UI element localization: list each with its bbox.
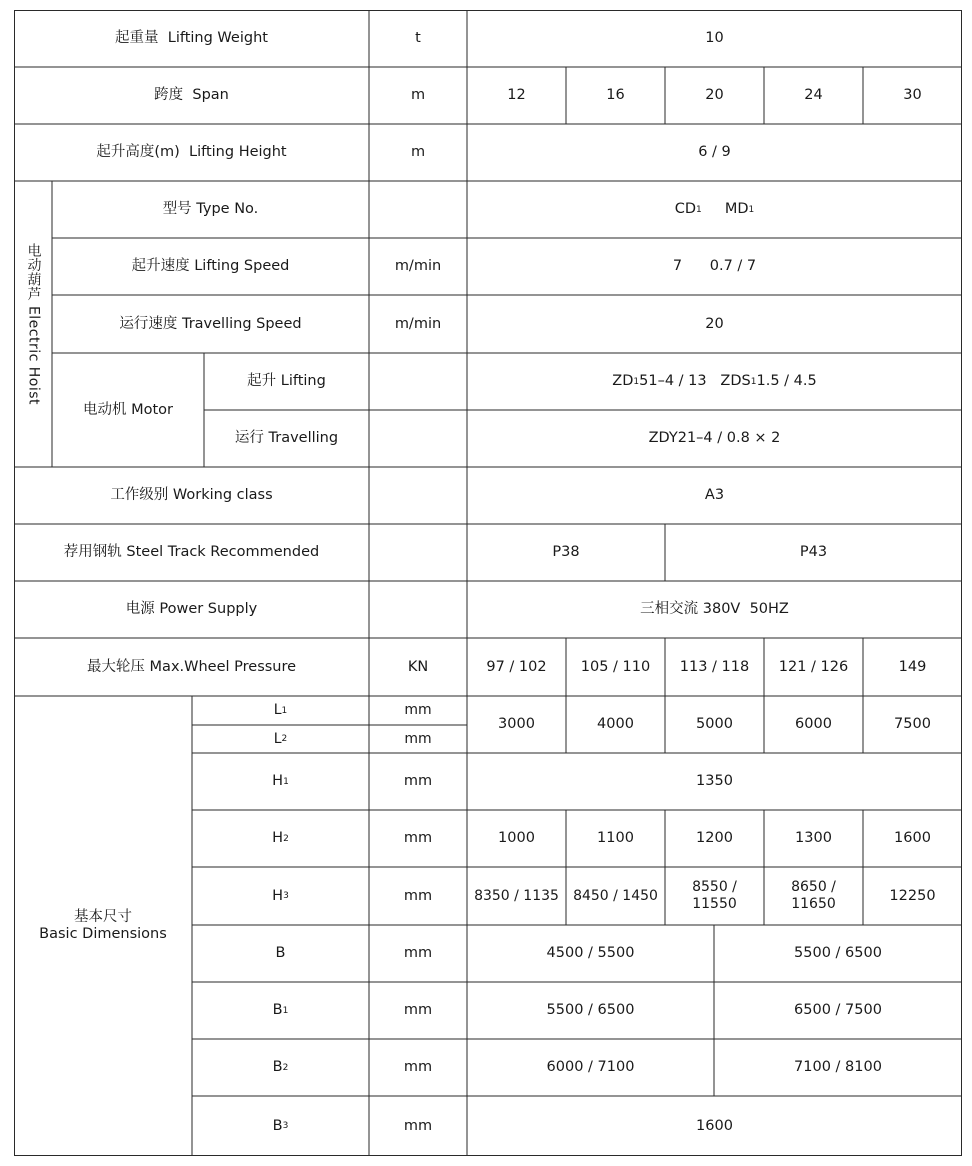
motor-lifting-label: 起升 Lifting [247,373,326,389]
electric-hoist-group-label: 电动葫芦 Electric Hoist [25,242,42,406]
travelling-speed-value: 20 [705,315,724,332]
lifting-height-label: 起升高度(m) Lifting Height [96,144,287,160]
power-supply-value: 三相交流 380V 50HZ [640,601,789,617]
l2-label: L 2 [273,730,288,747]
b3-unit: mm [403,1117,433,1134]
b1-value-1: 5500 / 6500 [546,1002,635,1018]
h1-value: 1350 [696,773,733,789]
b-value-2: 5500 / 6500 [794,945,882,961]
basic-dimensions-label-en: Basic Dimensions [39,926,167,942]
steel-track-value-1: P38 [552,544,580,560]
travelling-speed-unit: m/min [394,315,442,332]
lifting-speed-label: 起升速度 Lifting Speed [131,258,290,274]
b2-unit: mm [403,1059,433,1075]
type-no-value: CD 1 MD 1 [674,201,755,217]
lifting-speed-unit: m/min [394,258,442,274]
b1-letter: B [272,1002,283,1018]
wheel-pressure-value-1: 97 / 102 [486,658,547,675]
span-value-3: 20 [705,87,724,103]
l-value-2: 4000 [597,716,634,732]
l-value-1: 3000 [498,716,535,732]
h3-value-2: 8450 / 1450 [573,887,658,904]
h2-value-4: 1300 [795,830,832,846]
span-value-5: 30 [903,87,922,103]
wheel-pressure-value-4: 121 / 126 [778,658,849,675]
steel-track-label: 荐用钢轨 Steel Track Recommended [63,544,320,560]
motor-lifting-part-2: 51–4 / 13 ZDS [639,373,751,389]
motor-travelling-value: ZDY21–4 / 0.8 × 2 [648,430,781,446]
motor-lifting-part-1: ZD [612,373,634,389]
h2-value-5: 1600 [894,830,931,846]
basic-dimensions-label-cn: 基本尺寸 [74,909,132,925]
wheel-pressure-value-5: 149 [898,658,927,675]
h2-letter: H [272,830,284,846]
h3-letter: H [272,887,284,904]
lifting-height-value: 6 / 9 [698,144,731,160]
l1-label: L 1 [273,702,288,718]
b2-value-2: 7100 / 8100 [794,1059,882,1075]
lifting-weight-unit: t [415,30,421,46]
l-value-5: 7500 [894,716,931,732]
l2-unit: mm [404,730,432,747]
power-supply-label: 电源 Power Supply [125,601,258,617]
span-value-2: 16 [606,87,625,103]
working-class-label: 工作级别 Working class [110,487,273,503]
span-label: 跨度 Span [154,87,229,103]
lifting-weight-value: 10 [705,30,724,46]
b-label: B [275,945,286,961]
h3-value-5: 12250 [889,887,936,904]
h1-label: H 1 [272,773,289,789]
h3-unit: mm [403,887,433,904]
span-value-1: 12 [507,87,526,103]
h2-unit: mm [403,830,433,846]
l1-letter: L [273,702,282,718]
steel-track-value-2: P43 [799,544,828,560]
b2-value-1: 6000 / 7100 [546,1059,635,1075]
l2-letter: L [273,730,282,747]
wheel-pressure-value-2: 105 / 110 [580,658,651,675]
b-unit: mm [403,945,433,961]
h2-value-1: 1000 [498,830,535,846]
h2-value-2: 1100 [597,830,634,846]
h3-value-3: 8550 / 11550 [692,879,737,912]
spec-table [14,10,962,1156]
travelling-speed-label: 运行速度 Travelling Speed [119,315,302,332]
motor-label: 电动机 Motor [82,401,173,418]
b1-label: B 1 [272,1002,289,1018]
type-no-gap [702,201,725,218]
span-unit: m [410,87,426,103]
l1-unit: mm [404,702,432,718]
h3-value-4: 8650 / 11650 [791,879,836,912]
motor-lifting-part-3: 1.5 / 4.5 [756,373,817,389]
wheel-pressure-unit: KN [407,658,429,675]
type-no-label: 型号 Type No. [162,201,259,217]
type-no-md: MD [724,201,749,217]
lifting-height-unit: m [410,144,426,160]
span-value-4: 24 [804,87,823,103]
l-value-4: 6000 [795,716,832,732]
motor-travelling-label: 运行 Travelling [234,430,339,446]
basic-dimensions-label [14,696,192,1156]
h1-letter: H [272,773,284,789]
b3-letter: B [272,1117,283,1134]
h1-unit: mm [403,773,433,789]
h2-label: H 2 [272,830,289,846]
b2-label: B 2 [272,1059,289,1075]
working-class-value: A3 [704,487,725,503]
b2-letter: B [272,1059,283,1075]
b-value-1: 4500 / 5500 [546,945,635,961]
wheel-pressure-label: 最大轮压 Max.Wheel Pressure [86,658,297,675]
h3-label: H 3 [272,887,289,904]
h3-value-1: 8350 / 1135 [474,887,559,904]
b1-unit: mm [403,1002,433,1018]
lifting-speed-value: 7 0.7 / 7 [672,258,757,274]
b3-label: B 3 [272,1117,289,1134]
motor-lifting-value: ZD 1 51–4 / 13 ZDS 1 1.5 / 4.5 [612,373,817,389]
type-no-cd: CD [674,201,697,217]
l-value-3: 5000 [696,716,733,732]
b3-value: 1600 [696,1117,733,1134]
b1-value-2: 6500 / 7500 [794,1002,882,1018]
h2-value-3: 1200 [696,830,733,846]
wheel-pressure-value-3: 113 / 118 [679,658,750,675]
lifting-weight-label: 起重量 Lifting Weight [115,30,268,46]
